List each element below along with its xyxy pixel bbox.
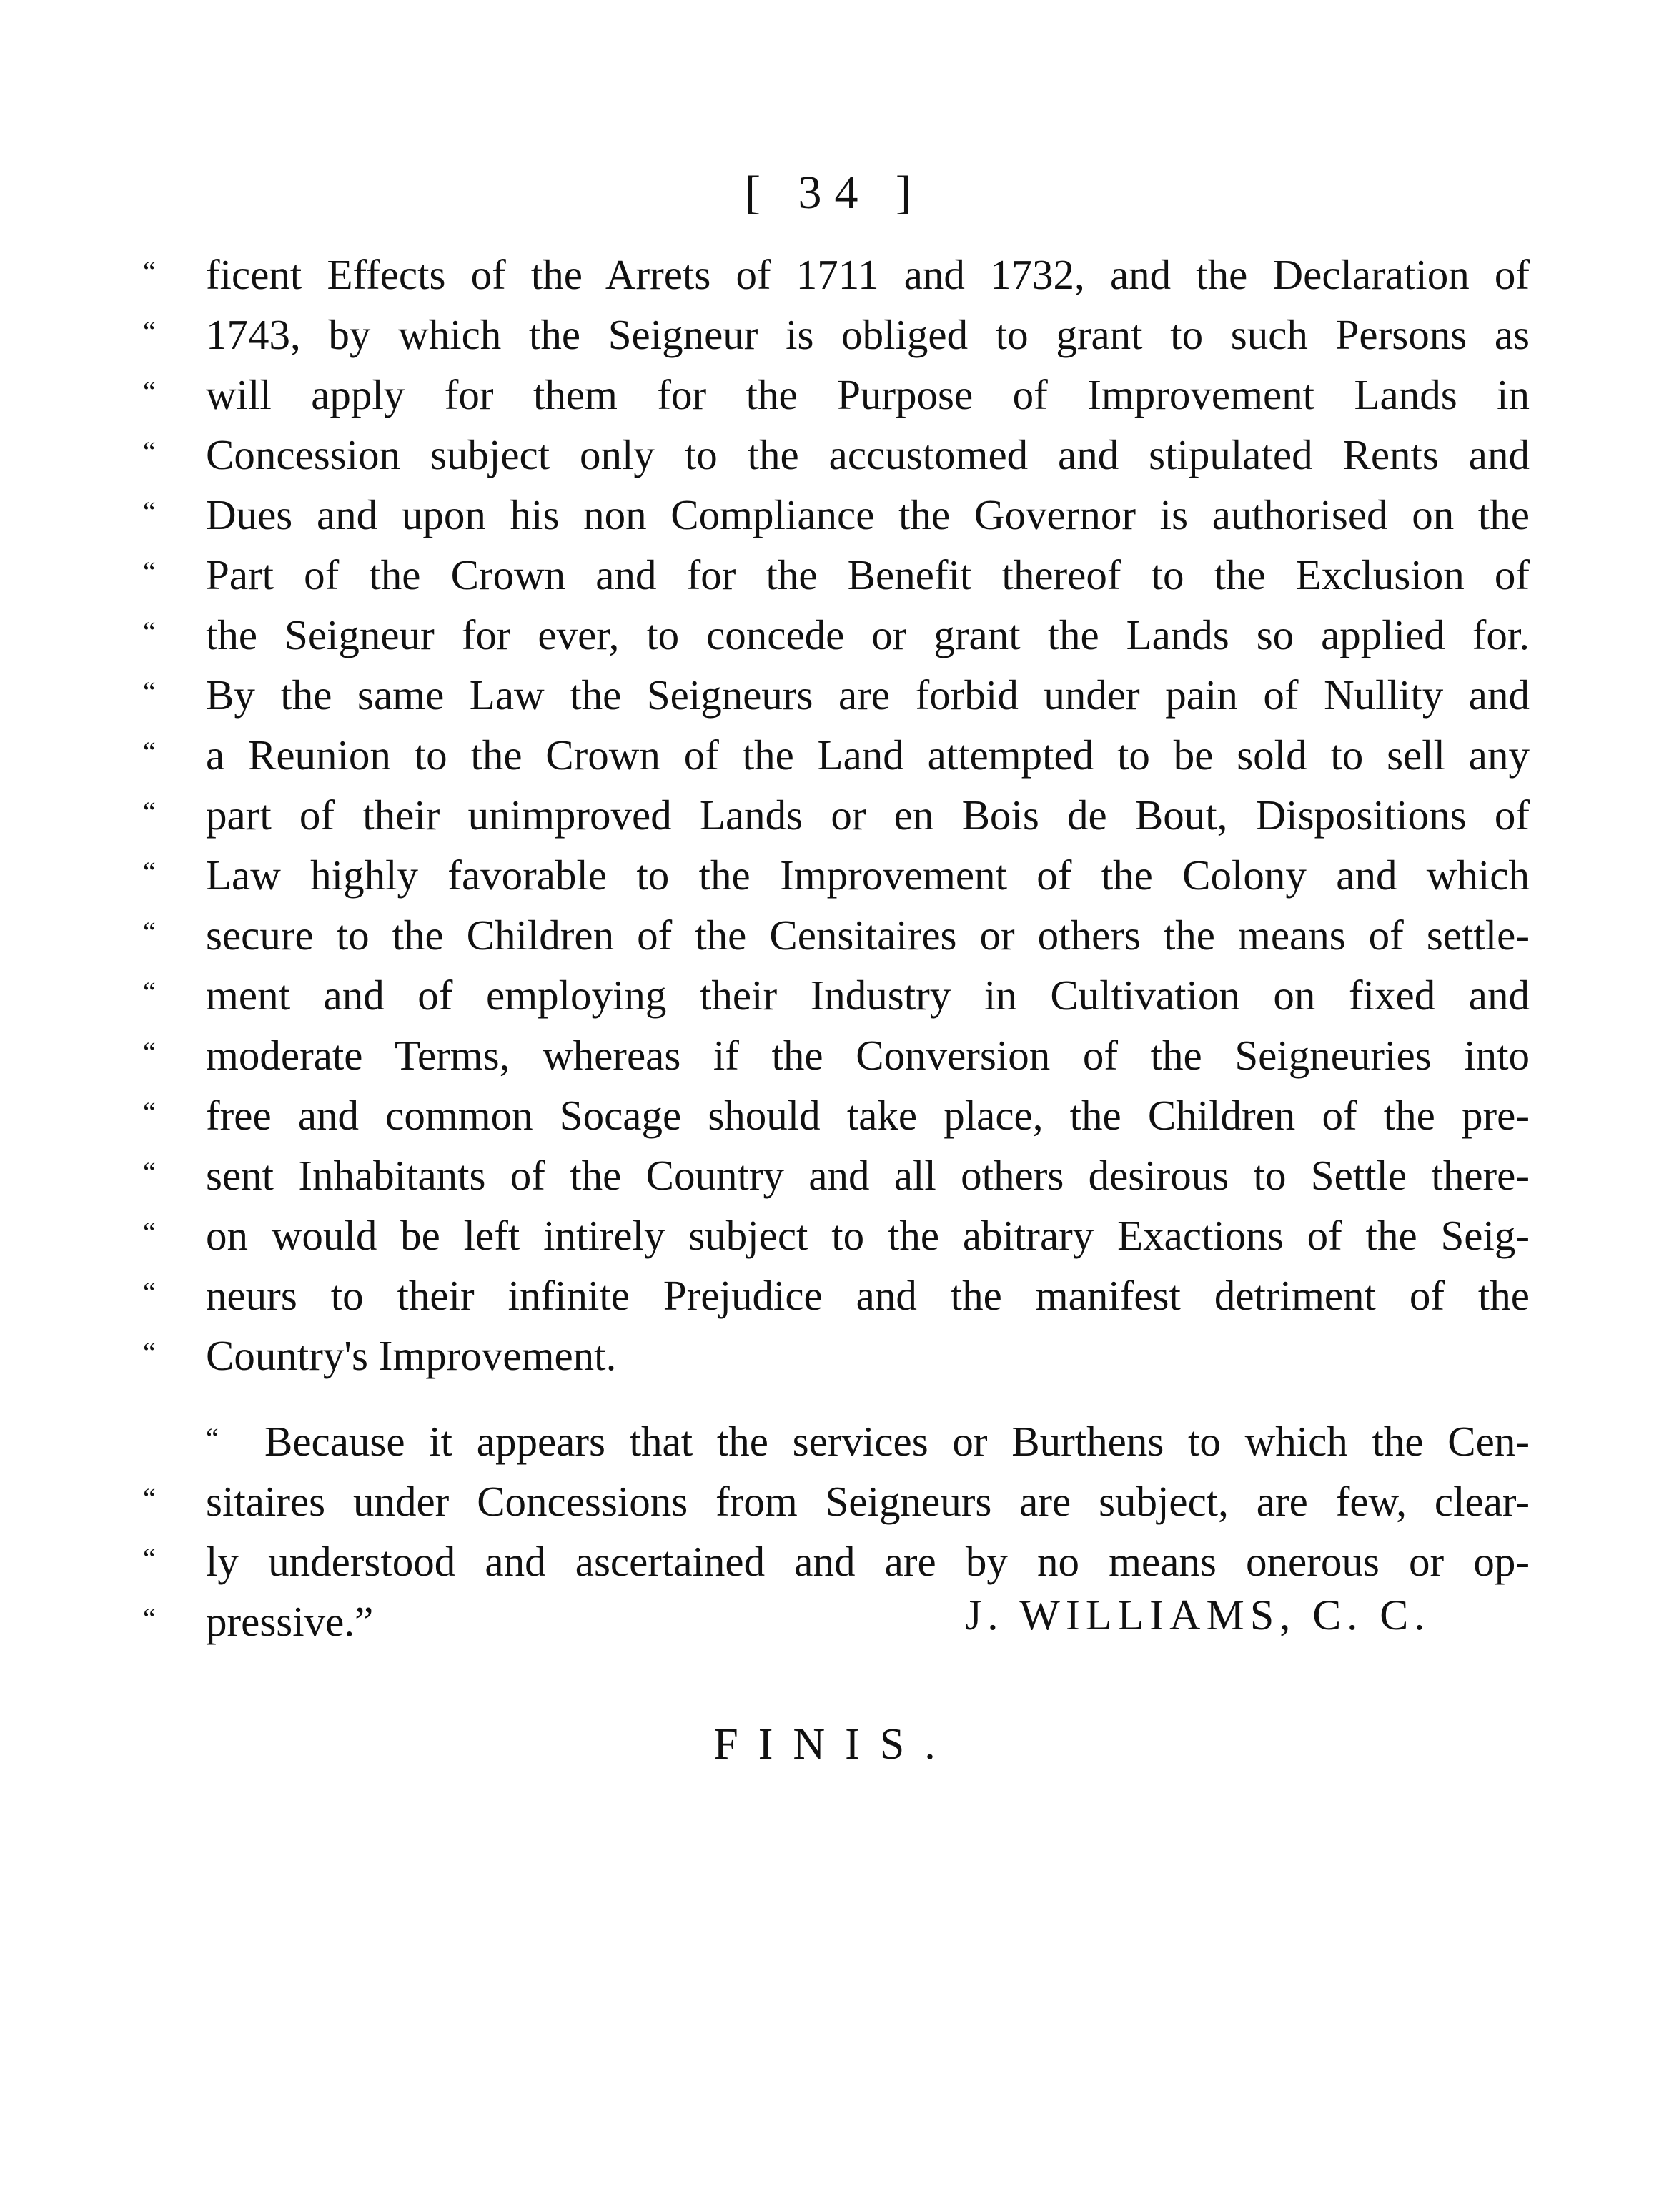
text-line — [143, 305, 1530, 365]
text-line — [143, 1471, 1530, 1531]
line-text: moderate Terms, whereas if the Conversion of the Seigneuries into — [206, 1032, 1530, 1079]
line-text: ficent Effects of the Arrets of 1711 and 1732, and the Declaration of — [206, 251, 1530, 298]
line-text: 1743, by which the Seigneur is obliged to grant to such Persons as — [206, 311, 1530, 358]
quote-mark: “ — [143, 375, 156, 408]
text-line — [143, 1205, 1530, 1265]
text-line — [143, 785, 1530, 845]
line-text: pressive.” — [206, 1598, 374, 1645]
line-text: secure to the Children of the Censitaires or others the means of settle- — [206, 912, 1530, 959]
quote-mark: “ — [143, 916, 156, 948]
line-text: on would be left intirely subject to the abitrary Exactions of the Seig- — [206, 1212, 1530, 1259]
document-body — [143, 245, 1530, 1651]
quote-mark: “ — [143, 495, 156, 528]
quote-mark: “ — [143, 676, 156, 708]
line-text: Dues and upon his non Compliance the Governor is authorised on the — [206, 491, 1530, 538]
line-text: Concession subject only to the accustomed and stipulated Rents and — [206, 431, 1530, 478]
line-text: a Reunion to the Crown of the Land attempted to be sold to sell any — [206, 731, 1530, 779]
text-line — [143, 905, 1530, 965]
text-line — [143, 365, 1530, 425]
text-line — [143, 1325, 1530, 1386]
quote-mark: “ — [143, 856, 156, 888]
text-line — [143, 545, 1530, 605]
quote-mark: “ — [143, 1276, 156, 1308]
line-text: part of their unimproved Lands or en Bois de Bout, Dispositions of — [206, 791, 1530, 839]
quote-mark: “ — [143, 1036, 156, 1068]
line-text: By the same Law the Seigneurs are forbid under pain of Nullity and — [206, 671, 1530, 719]
line-text: Because it appears that the services or Burthens to which the Cen- — [264, 1418, 1530, 1465]
line-text: sent Inhabitants of the Country and all others desirous to Settle there- — [206, 1152, 1530, 1199]
quote-mark: “ — [143, 435, 156, 468]
line-text: ly understood and ascertained and are by no means onerous or op- — [206, 1538, 1530, 1585]
quote-mark: “ — [143, 1336, 156, 1368]
line-text: Part of the Crown and for the Benefit thereof to the Exclusion of — [206, 551, 1530, 598]
line-text: free and common Socage should take place, the Children of the pre- — [206, 1092, 1530, 1139]
text-line — [143, 1025, 1530, 1085]
finis-heading: FINIS. — [713, 1720, 956, 1769]
quote-mark: “ — [143, 1156, 156, 1188]
line-text: ment and of employing their Industry in Cultivation on fixed and — [206, 972, 1530, 1019]
signature: J. WILLIAMS, C. C. — [965, 1591, 1431, 1639]
quote-mark: “ — [143, 736, 156, 768]
text-line — [143, 665, 1530, 725]
text-line — [143, 425, 1530, 485]
line-text: neurs to their infinite Prejudice and the manifest detriment of the — [206, 1272, 1530, 1319]
text-line — [143, 965, 1530, 1025]
text-line — [143, 1265, 1530, 1325]
text-line — [143, 1085, 1530, 1145]
quote-mark: “ — [143, 796, 156, 828]
text-line — [143, 1531, 1530, 1591]
text-line — [143, 485, 1530, 545]
quote-mark: “ — [143, 616, 156, 648]
line-text: Law highly favorable to the Improvement of the Colony and which — [206, 851, 1530, 899]
text-line — [143, 245, 1530, 305]
line-text: Country's Improvement. — [206, 1332, 617, 1379]
text-line — [143, 1411, 1530, 1471]
text-line — [143, 725, 1530, 785]
line-text: the Seigneur for ever, to concede or grant the Lands so applied for. — [206, 611, 1530, 658]
text-line — [143, 1145, 1530, 1205]
text-line — [143, 845, 1530, 905]
quote-mark: “ — [143, 1602, 156, 1634]
paragraph-1 — [143, 245, 1530, 1386]
quote-mark: “ — [143, 976, 156, 1008]
text-line — [143, 605, 1530, 665]
line-text: sitaires under Concessions from Seigneurs are subject, are few, clear- — [206, 1478, 1530, 1525]
quote-mark: “ — [143, 1482, 156, 1514]
quote-mark: “ — [143, 1216, 156, 1248]
line-text: will apply for them for the Purpose of Improvement Lands in — [206, 371, 1530, 418]
quote-mark: “ — [143, 556, 156, 588]
paragraph-gap — [143, 1386, 1530, 1411]
quote-mark: “ — [143, 255, 156, 287]
quote-mark: “ — [143, 1096, 156, 1128]
quote-mark: “ — [206, 1422, 219, 1454]
quote-mark: “ — [143, 315, 156, 347]
quote-mark: “ — [143, 1542, 156, 1574]
page-number: [ 34 ] — [745, 167, 924, 219]
